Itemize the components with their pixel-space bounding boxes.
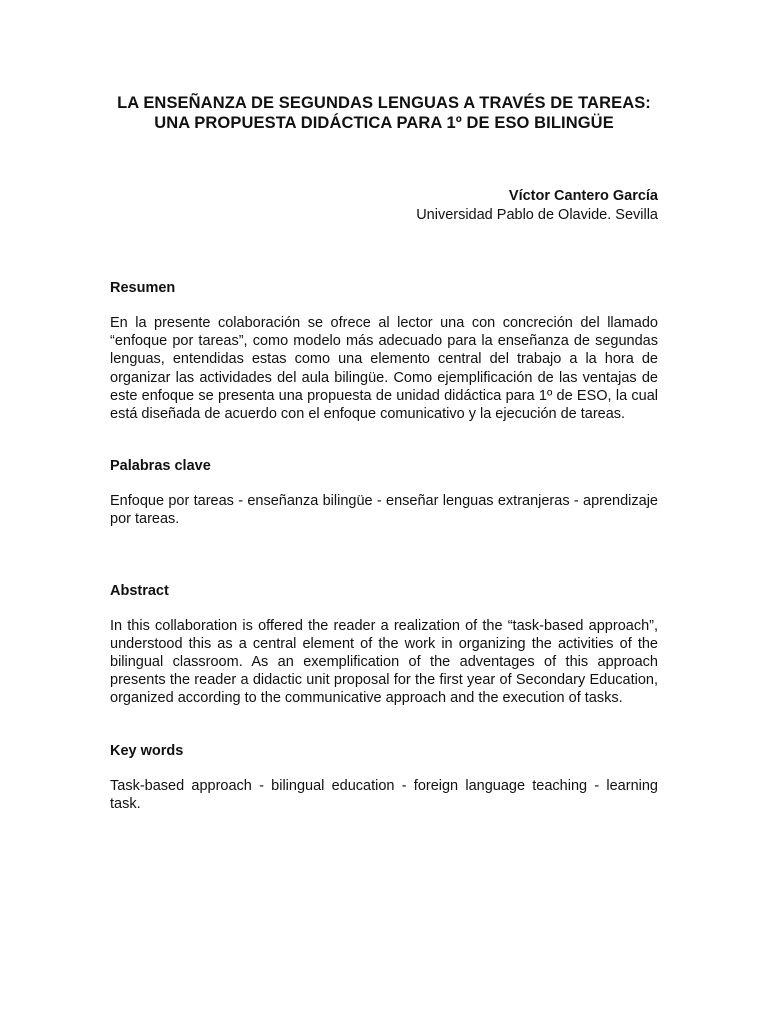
key-words-text: Task-based approach - bilingual education - foreign language teaching - learning task.: [110, 777, 658, 812]
page-content: [110, 93, 658, 813]
resumen-text: En la presente colaboración se ofrece al lector una con concreción del llamado “enfoque por tareas”, como modelo más adecuado para la enseñanza de segundas lenguas, entendidas estas como una elemento central del trabajo a la hora de organizar las actividades del aula bilingüe. Como ejemplificación de las ventajas de este enfoque se presenta una propuesta de unidad didáctica para 1º de ESO, la cual está diseñada de acuerdo con el enfoque comunicativo y la ejecución de tareas.: [110, 315, 658, 423]
key-words-heading: Key words: [110, 742, 184, 759]
author-block: [110, 187, 658, 225]
palabras-clave-text: Enfoque por tareas - enseñanza bilingüe - enseñar lenguas extranjeras - aprendizaje por tareas.: [110, 493, 658, 528]
resumen-heading: Resumen: [110, 280, 176, 296]
palabras-clave-heading: Palabras clave: [110, 458, 211, 475]
author-name: Víctor Cantero García: [508, 188, 658, 204]
abstract-text: In this collaboration is offered the reader a realization of the “task-based approach”, understood this as a central element of the work in organizing the activities of the bilingual classroom. As an exemplification of the adventages of this approach presents the reader a didactic unit proposal for the first year of Secondary Education, organized according to the communicative approach and the execution of tasks.: [110, 617, 658, 707]
abstract-heading: Abstract: [110, 582, 169, 599]
paper-title: LA ENSEÑANZA DE SEGUNDAS LENGUAS A TRAVÉS DE TAREAS: UNA PROPUESTA DIDÁCTICA PARA 1º DE ESO BILINGÜE: [117, 94, 651, 132]
author-affiliation: Universidad Pablo de Olavide. Sevilla: [416, 207, 658, 223]
